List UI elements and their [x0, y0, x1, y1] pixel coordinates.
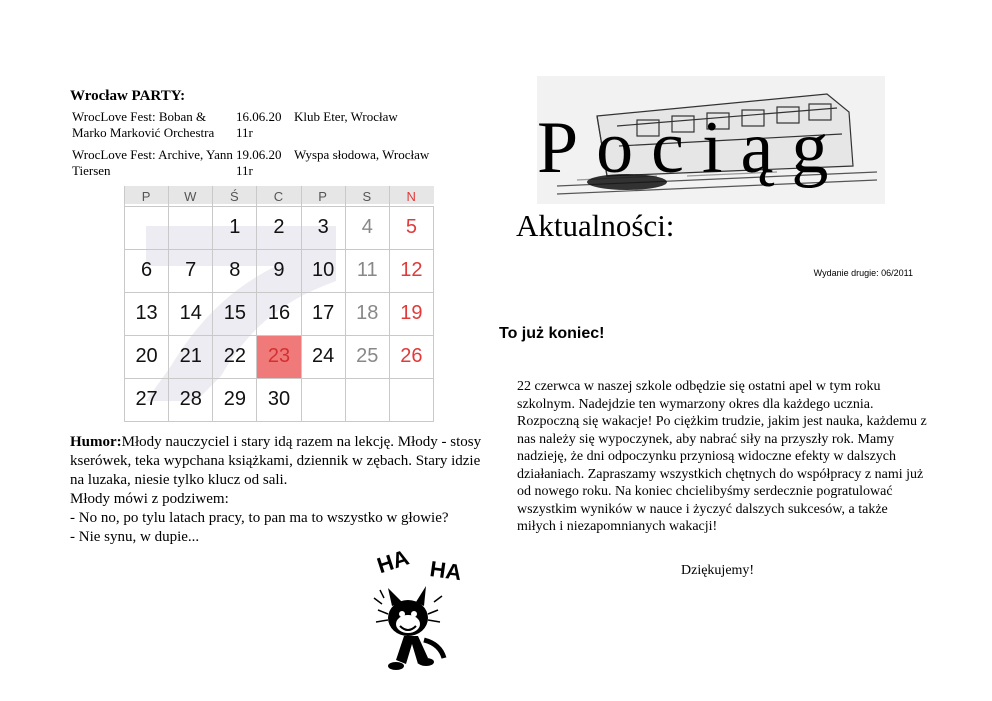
weekday-label: P [301, 186, 345, 207]
calendar-day: 10 [301, 250, 345, 293]
calendar-day [125, 207, 169, 250]
newspaper-logo [537, 76, 885, 204]
calendar-day: 5 [389, 207, 433, 250]
calendar-week [125, 336, 434, 379]
humor-section [70, 433, 495, 547]
party-title: Wrocław PARTY: [70, 88, 186, 104]
edition-label: Wydanie drugie: 06/2011 [813, 268, 913, 278]
calendar-week [125, 293, 434, 336]
event-place: Wyspa słodowa, Wrocław [294, 147, 430, 162]
calendar-day: 16 [257, 293, 301, 336]
weekday-label: S [345, 186, 389, 207]
calendar-day-highlighted: 23 [257, 336, 301, 379]
weekday-label: P [125, 186, 169, 207]
calendar-day: 9 [257, 250, 301, 293]
article-title: To już koniec! [499, 325, 605, 342]
event-row [72, 147, 494, 179]
calendar-day: 18 [345, 293, 389, 336]
event-date: 16.06.20 11r [236, 109, 282, 140]
calendar-day: 26 [389, 336, 433, 379]
calendar-day: 12 [389, 250, 433, 293]
event-date: 19.06.20 11r [236, 147, 282, 178]
calendar-body [125, 207, 434, 422]
calendar-week [125, 250, 434, 293]
calendar-day: 29 [213, 379, 257, 422]
calendar-day: 2 [257, 207, 301, 250]
calendar-day: 7 [169, 250, 213, 293]
calendar-day: 25 [345, 336, 389, 379]
calendar-day: 13 [125, 293, 169, 336]
section-heading: Aktualności: [516, 208, 675, 243]
event-place: Klub Eter, Wrocław [294, 109, 398, 124]
calendar-day [389, 379, 433, 422]
calendar-day: 22 [213, 336, 257, 379]
calendar-day: 8 [213, 250, 257, 293]
cat-icon [374, 586, 444, 670]
weekday-label: W [169, 186, 213, 207]
calendar-day: 6 [125, 250, 169, 293]
events-list [72, 109, 494, 185]
calendar-day: 1 [213, 207, 257, 250]
calendar [124, 186, 434, 412]
humor-text: Młody nauczyciel i stary idą razem na lekcję. Młody - stosy kserówek, teka wypchana książkami, dziennik w zębach. Stary idzie na luzaka, niesie tylko klucz od sali. [70, 434, 482, 488]
calendar-day [301, 379, 345, 422]
calendar-day: 14 [169, 293, 213, 336]
article-body: 22 czerwca w naszej szkole odbędzie się ostatni apel w tym roku szkolnym. Nadejdzie ten wymarzony okres dla każdego ucznia. Rozpoczną się wakacje! Po ciężkim trudzie, jakim jest nauka, każdemu z nas należy się wypoczynek, aby nabrać siły na przyszły rok. Mamy nadzieję, że dni odpoczynku przyniosą widoczne efekty w dalszych działaniach. Zapraszamy wszystkich chętnych do współpracy z nami już od nowego roku. Na koniec chcielibyśmy serdecznie pogratulować wszystkim wyników w nauce i życzyć dalszych sukcesów, a także miłych i niezapomnianych wakacji! [517, 379, 927, 534]
calendar-day: 4 [345, 207, 389, 250]
calendar-day: 19 [389, 293, 433, 336]
calendar-day [345, 379, 389, 422]
weekday-label: C [257, 186, 301, 207]
calendar-table [124, 186, 434, 422]
calendar-day: 17 [301, 293, 345, 336]
calendar-day: 27 [125, 379, 169, 422]
calendar-weekdays [125, 186, 434, 207]
calendar-day: 15 [213, 293, 257, 336]
calendar-day: 20 [125, 336, 169, 379]
calendar-day [169, 207, 213, 250]
article-thanks: Dziękujemy! [681, 563, 755, 578]
event-row [72, 109, 494, 141]
event-name: WrocLove Fest: Boban & Marko Marković Orchestra [72, 109, 215, 140]
calendar-week [125, 379, 434, 422]
humor-line: - No no, po tylu latach pracy, to pan ma to wszystko w głowie? [70, 510, 449, 526]
weekday-label: Ś [213, 186, 257, 207]
humor-line: Młody mówi z podziwem: [70, 491, 229, 507]
ha-text: HA [373, 544, 412, 579]
calendar-day: 11 [345, 250, 389, 293]
logo-title: Pociąg [537, 107, 847, 189]
humor-label: Humor: [70, 434, 122, 450]
calendar-day: 24 [301, 336, 345, 379]
event-name: WrocLove Fest: Archive, Yann Tiersen [72, 147, 233, 178]
train-image [537, 76, 885, 204]
calendar-day: 3 [301, 207, 345, 250]
laughing-cat-illustration [360, 540, 490, 680]
calendar-day: 21 [169, 336, 213, 379]
humor-line: - Nie synu, w dupie... [70, 529, 200, 545]
calendar-day: 30 [257, 379, 301, 422]
calendar-week [125, 207, 434, 250]
calendar-day: 28 [169, 379, 213, 422]
ha-text: HA [428, 556, 464, 586]
weekday-label: N [389, 186, 433, 207]
